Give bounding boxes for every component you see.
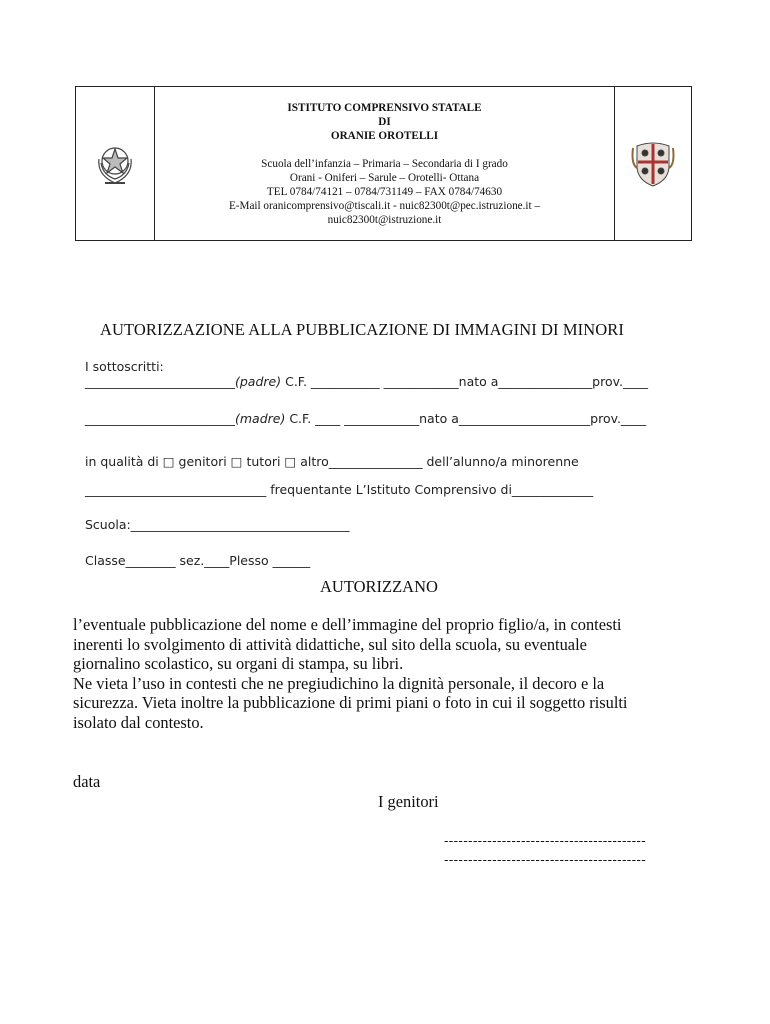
madre-details-blanks[interactable]: C.F. ____ ____________nato a_____________________prov.____ <box>285 411 646 426</box>
letterhead-right-cell <box>614 87 691 240</box>
letterhead-left-cell <box>76 87 155 240</box>
padre-details-blanks[interactable]: C.F. ___________ ____________nato a_______________prov.____ <box>281 374 649 389</box>
form-title: AUTORIZZAZIONE ALLA PUBBLICAZIONE DI IMMAGINI DI MINORI <box>100 320 624 339</box>
school-levels-line: Scuola dell’infanzia – Primaria – Secondaria di I grado <box>261 158 508 170</box>
madre-role-label: (madre) <box>235 411 286 426</box>
body-line: inerenti lo svolgimento di attività didattiche, sul sito della scuola, su eventuale <box>73 634 587 654</box>
signature-line-1[interactable]: ------------------------------------------ <box>444 833 647 848</box>
parents-label: I genitori <box>378 792 439 811</box>
body-line: isolato dal contesto. <box>73 712 204 732</box>
institute-di-line: DI <box>378 116 391 128</box>
authorization-body <box>73 615 713 732</box>
madre-name-blank[interactable]: ________________________ <box>85 411 235 426</box>
institute-town-line: ORANIE OROTELLI <box>330 130 439 142</box>
sardinia-coat-of-arms-icon <box>629 138 677 190</box>
phone-fax-line: TEL 0784/74121 – 0784/731149 – FAX 0784/74630 <box>266 186 503 198</box>
body-line: sicurezza. Vieta inoltre la pubblicazione di primi piani o foto in cui il soggetto risulti <box>73 693 628 712</box>
padre-role-label: (padre) <box>235 374 282 389</box>
frequentante-line[interactable]: _____________________________ frequentante L’Istituto Comprensivo di_____________ <box>85 482 594 497</box>
letterhead <box>75 86 692 241</box>
email-line-2: nuic82300t@istruzione.it <box>327 214 442 226</box>
scuola-line[interactable]: Scuola:___________________________________ <box>85 517 350 532</box>
padre-name-blank[interactable]: ________________________ <box>85 374 235 389</box>
classe-line[interactable]: Classe________ sez.____Plesso ______ <box>85 553 311 568</box>
signature-line-2[interactable]: ------------------------------------------ <box>444 852 647 867</box>
body-line: Ne vieta l’uso in contesti che ne pregiudichino la dignità personale, il decoro e la <box>73 673 605 693</box>
sottoscritti-label: I sottoscritti: <box>85 359 164 374</box>
qualita-line[interactable]: in qualità di □ genitori □ tutori □ altro_______________ dell’alunno/a minorenne <box>85 454 579 469</box>
autorizzano-heading: AUTORIZZANO <box>320 577 438 596</box>
date-label: data <box>73 772 101 791</box>
email-line: E-Mail oranicomprensivo@tiscali.it - nuic82300t@pec.istruzione.it – <box>228 200 541 212</box>
italian-republic-emblem-icon <box>91 139 139 189</box>
institute-name-line: ISTITUTO COMPRENSIVO STATALE <box>287 102 482 114</box>
madre-line[interactable] <box>85 411 646 426</box>
padre-line[interactable] <box>85 374 648 389</box>
letterhead-text <box>155 87 614 240</box>
school-towns-line: Orani - Oniferi – Sarule – Orotelli- Ottana <box>289 172 480 184</box>
body-line: l’eventuale pubblicazione del nome e dell’immagine del proprio figlio/a, in contesti <box>73 615 622 634</box>
body-line: giornalino scolastico, su organi di stampa, su libri. <box>73 654 404 673</box>
